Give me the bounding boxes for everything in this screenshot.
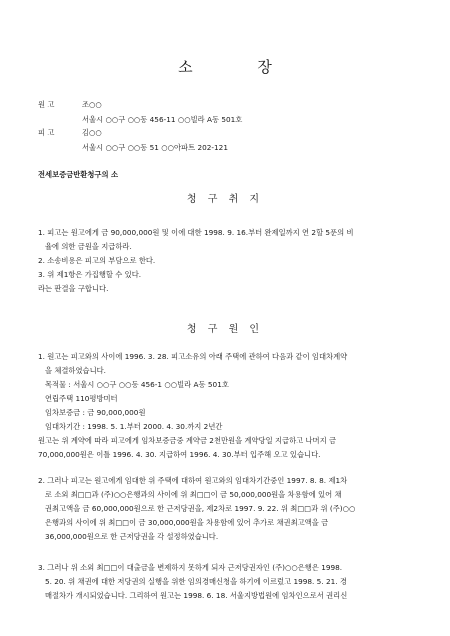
cause-line: 연립주택 110평방미터: [38, 394, 118, 403]
defendant-address: 서울시 ○○구 ○○동 51 ○○아파트 202-121: [82, 143, 228, 152]
cause-line: 목적물 : 서울시 ○○구 ○○동 456-1 ○○빌라 A동 501호: [38, 380, 229, 389]
cause-line: 원고는 위 계약에 따라 피고에게 임차보증금중 계약금 2천만원을 계약당일 지급하고 나머지 금: [38, 436, 337, 445]
cause-line: 2. 그러나 피고는 원고에게 임대한 위 주택에 대하여 원고와의 임대차기간중인 1997. 8. 8. 제1차: [38, 476, 348, 485]
cause-line: 매절차가 개시되었습니다. 그리하여 원고는 1998. 6. 18. 서울지방법원에 임차인으로서 권리신: [38, 591, 348, 600]
claim-line: 2. 소송비용은 피고의 부담으로 한다.: [38, 256, 156, 265]
cause-line: 권최고액을 금 60,000,000원으로 한 근저당권을, 제2차로 1997. 9. 22. 위 최□□과 위 (주)○○: [38, 504, 356, 513]
claim-line: 1. 피고는 원고에게 금 90,000,000원 및 이에 대한 1998. 9. 16.부터 완제일까지 연 2할 5푼의 비: [38, 228, 354, 237]
cause-line: 1. 원고는 피고와의 사이에 1996. 3. 28. 피고소유의 아래 주택에 관하여 다음과 같이 임대차계약: [38, 352, 348, 361]
cause-line: 70,000,000원은 이틀 1996. 4. 30. 지급하여 1996. 4. 30.부터 입주해 오고 있습니다.: [38, 450, 321, 459]
cause-heading: 청 구 원 인: [186, 324, 264, 335]
cause-line: 36,000,000원으로 한 근저당권을 각 설정하였습니다.: [38, 532, 219, 541]
cause-line: 을 체결하였습니다.: [38, 366, 106, 375]
plaintiff-address: 서울시 ○○구 ○○동 456-11 ○○빌라 A동 501호: [82, 115, 243, 124]
cause-line: 임차보증금 : 금 90,000,000원: [38, 408, 146, 417]
cause-line: 로 소외 최□□과 (주)○○은행과의 사이에 위 최□□이 금 50,000,000원을 차용함에 있어 채: [38, 490, 342, 499]
document-title: 소 장: [178, 58, 302, 76]
cause-line: 5. 20. 위 채권에 대한 저당권의 실행을 위한 임의경매신청을 하기에 이르렀고 1998. 5. 21. 경: [38, 577, 347, 586]
cause-line: 3. 그러나 위 소외 최□□이 대출금을 변제하지 못하게 되자 근저당권자인 (주)○○은행은 1998.: [38, 563, 343, 572]
cause-line: 임대차기간 : 1998. 5. 1.부터 2000. 4. 30.까지 2년간: [38, 422, 223, 431]
claim-heading: 청 구 취 지: [186, 194, 264, 205]
cause-line: 은행과의 사이에 위 최□□이 금 30,000,000원을 차용함에 있어 추가로 채권최고액을 금: [38, 518, 329, 527]
plaintiff-name: 조○○: [82, 100, 102, 109]
defendant-label: 피 고: [38, 128, 55, 137]
case-name: 전세보증금반환청구의 소: [38, 170, 119, 179]
claim-line: 라는 판결을 구합니다.: [38, 284, 109, 293]
claim-line: 3. 위 제1항은 가집행할 수 있다.: [38, 270, 142, 279]
claim-line: 율에 의한 금원을 지급하라.: [38, 242, 132, 251]
defendant-name: 김○○: [82, 128, 102, 137]
plaintiff-label: 원 고: [38, 100, 55, 109]
